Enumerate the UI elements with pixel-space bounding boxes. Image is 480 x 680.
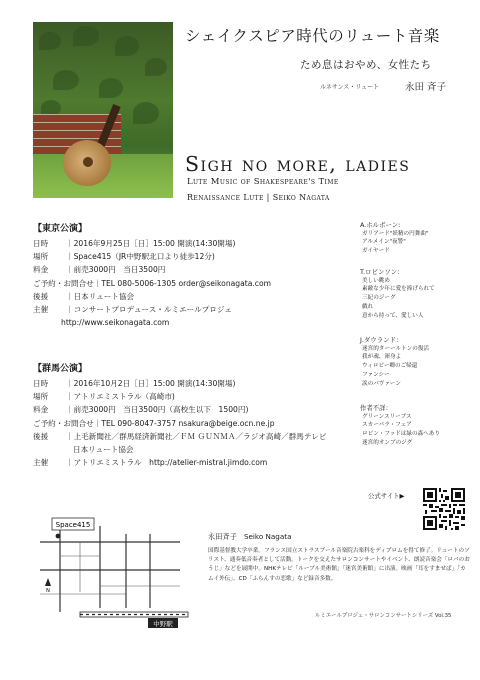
gunma-row: ご予約・お問合せ｜TEL 090-8047-3757 nsakura@beige.ocn.ne.jp xyxy=(33,418,275,428)
tokyo-row: 場所 ｜Space415（JR中野駅北口より徒歩12分) xyxy=(33,252,215,262)
title-jp: シェイクスピア時代のリュート音楽 xyxy=(185,27,440,45)
performer-en: Renaissance Lute | Seiko Nagata xyxy=(187,193,330,202)
subtitle-jp: ため息はおやめ、女性たち xyxy=(300,59,432,71)
tokyo-row: 主催 ｜コンサートプロデュース・ルミエールプロジェ xyxy=(33,305,232,315)
gunma-row: 後援 ｜上毛新聞社／群馬経済新聞社／ＦＭ ＧＵＮＭＡ／ラジオ高崎／群馬テレビ xyxy=(33,431,327,441)
gunma-row: 主催 ｜アトリエミストラル http://atelier-mistral.jimdo.com xyxy=(33,458,268,468)
tokyo-concert xyxy=(33,221,271,329)
gunma-row: 料金 ｜前売3000円 当日3500円（高校生以下 1500円) xyxy=(33,405,249,415)
venue-map xyxy=(30,512,190,630)
gunma-concert xyxy=(33,361,326,469)
performer-label: ルネサンス・リュート xyxy=(320,84,380,91)
program-robinson: T.ロビンソン： 美しい眺め 素敵な少年に愛を捧げられて 三紀のジーグ 戯れ 意から持って、愛しい人 xyxy=(360,268,435,319)
series-label: ルミエールプロジェ・サロンコンサートシリーズ Vol.35 xyxy=(315,613,452,619)
map-label-space415: Space415 xyxy=(55,521,91,529)
program-dowland: J.ダウランド： 迷宮的ターールトンの復活 我が魂、渾身よ ウィロビー卿のご帰還 ファンシー 涙のパヴァーン xyxy=(360,336,430,387)
tokyo-row: 料金 ｜前売3000円 当日3500円 xyxy=(33,265,166,275)
qr-code[interactable] xyxy=(423,488,465,530)
bio-name: 永田斉子 Seiko Nagata xyxy=(208,532,292,541)
title-en: Sigh no more, ladies xyxy=(185,152,411,176)
performer-name: 永田 斉子 xyxy=(405,82,447,93)
gunma-heading: 【群馬公演】 xyxy=(33,364,88,374)
gunma-row: 日本リュート協会 xyxy=(73,445,134,455)
tokyo-url[interactable]: http://www.seikonagata.com xyxy=(61,318,170,328)
subtitle-en: Lute Music of Shakespeare's Time xyxy=(187,177,339,187)
svg-text:N: N xyxy=(46,588,50,594)
program-holborne: A.ホルボーン: ガリアード"妖精の円舞曲" アルメイン"夜警" ガイヤード xyxy=(360,221,429,255)
official-site-link[interactable]: 公式サイト▶ xyxy=(368,492,405,500)
gunma-row: 日時 ｜2016年10月2日［日］15:00 開演(14:30開場) xyxy=(33,379,236,388)
tokyo-row: 日時 ｜2016年9月25日［日］15:00 開演(14:30開場) xyxy=(33,239,236,248)
gunma-row: 場所 ｜アトリエミストラル（高崎市) xyxy=(33,392,175,402)
map-label-nakano: 中野駅 xyxy=(153,620,173,628)
concert-photo xyxy=(33,22,173,198)
tokyo-row: ご予約・お問合せ｜TEL 080-5006-1305 order@seikonagata.com xyxy=(33,278,272,288)
tokyo-row: 後援 ｜日本リュート協会 xyxy=(33,291,135,301)
tokyo-heading: 【東京公演】 xyxy=(33,224,88,234)
program-anon: 作者不詳： グリーンスリーブス スカーバラ・フェア ロビン・フッドは緑の森へあり 迷宮的オンブのジグ xyxy=(360,404,440,446)
bio-text: 国際基督教大学卒業。フランス国立ストラスブール音楽院古楽科をディプロムを得て修了。リュートのソリスト、通奏低音奏者として活動。トークを交えたサロンコンサートやイベント、朗読音楽会「ロバのおうじ」などを展開中。NHKテレビ「ルーブル美術館」「迷宮美術館」に出演。映画「耳をすませば」「カムイ外伝」、CD「ふらんすの恋歌」など録音多数。 xyxy=(208,548,470,582)
